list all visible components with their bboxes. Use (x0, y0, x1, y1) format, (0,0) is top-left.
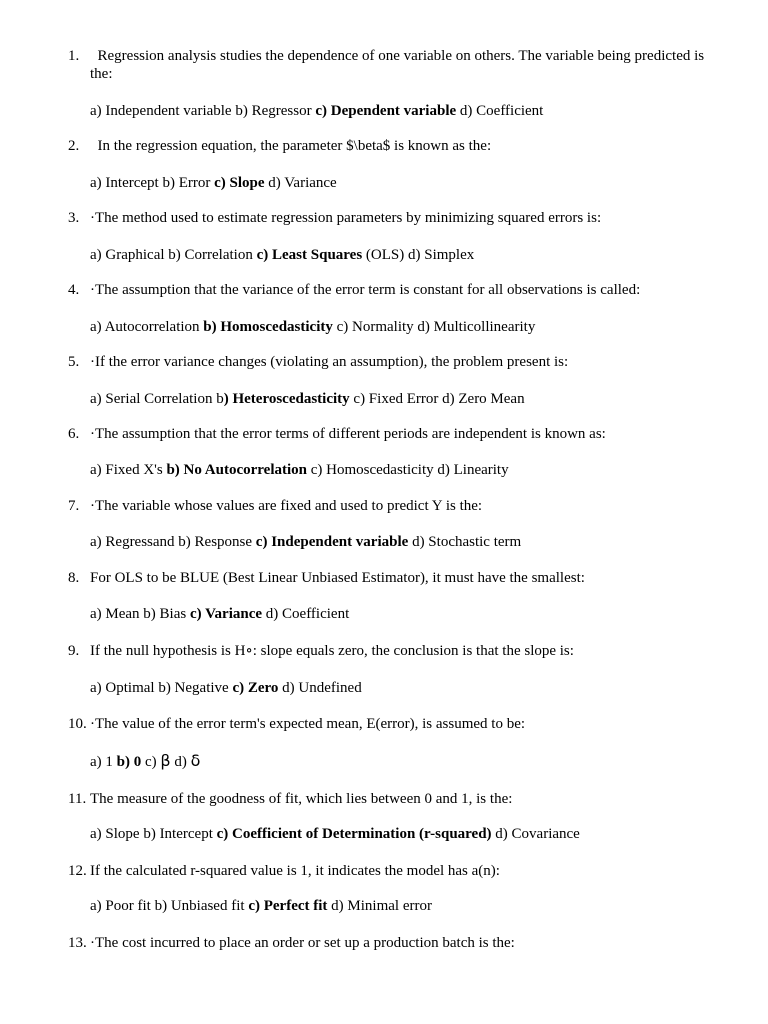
question-number: 7. (68, 498, 80, 514)
option-text: a) Autocorrelation (90, 319, 204, 335)
answer-options-6 (90, 461, 509, 479)
question-text: ·If the error variance changes (violating an assumption), the problem present is: (90, 354, 569, 370)
correct-answer: c) Variance (189, 606, 263, 622)
correct-answer: c) Independent variable (255, 534, 409, 550)
question-number: 5. (68, 354, 80, 370)
question-13 (68, 934, 713, 952)
question-text: If the calculated r-squared value is 1, it indicates the model has a(n): (90, 863, 500, 879)
correct-answer: c) Coefficient of Determination (r-squared) (216, 826, 492, 842)
option-text: c) (141, 754, 161, 770)
question-text: If the null hypothesis is H∘: slope equals zero, the conclusion is that the slope is: (90, 643, 574, 659)
option-text: d) Coefficient (262, 606, 350, 622)
question-number: 3. (68, 210, 80, 226)
question-number: 8. (68, 570, 80, 586)
answer-options-1 (90, 102, 543, 120)
option-text: a) 1 (90, 754, 117, 770)
option-text: d) Undefined (278, 680, 362, 696)
question-number: 9. (68, 643, 80, 659)
question-text: The measure of the goodness of fit, which lies between 0 and 1, is the: (90, 791, 513, 807)
question-text: ·The assumption that the variance of the error term is constant for all observations is called: (90, 282, 641, 298)
option-text: a) Independent variable b) Regressor (90, 103, 316, 119)
question-1 (68, 47, 713, 83)
question-text: For OLS to be BLUE (Best Linear Unbiased Estimator), it must have the smallest: (90, 570, 585, 586)
correct-answer: c) Slope (214, 175, 265, 191)
question-10 (68, 715, 713, 733)
question-7 (68, 497, 713, 515)
answer-options-7 (90, 533, 521, 551)
question-12 (68, 862, 713, 880)
question-text: In the regression equation, the parameter $\beta$ is known as the: (90, 138, 492, 154)
answer-options-9 (90, 679, 362, 697)
option-text: d) (170, 754, 191, 770)
answer-options-12 (90, 897, 432, 915)
option-text: a) Graphical b) Correlation (90, 247, 257, 263)
answer-options-3 (90, 246, 474, 264)
answer-options-11 (90, 825, 580, 843)
correct-answer: b) Homoscedasticity (203, 319, 333, 335)
question-4 (68, 281, 713, 299)
option-text: a) Intercept b) Error (90, 175, 215, 191)
correct-answer: c) Perfect fit (248, 898, 328, 914)
option-text: β (160, 751, 171, 770)
correct-answer: b) No Autocorrelation (166, 462, 307, 478)
question-6 (68, 425, 713, 443)
question-number: 2. (68, 138, 80, 154)
question-number: 10. (68, 716, 87, 732)
option-text: a) Poor fit b) Unbiased fit (90, 898, 249, 914)
option-text: d) Minimal error (327, 898, 432, 914)
question-number: 1. (68, 48, 80, 64)
question-number: 12. (68, 863, 87, 879)
option-text: c) Homoscedasticity d) Linearity (307, 462, 509, 478)
option-text: d) Coefficient (456, 103, 544, 119)
question-8 (68, 569, 713, 587)
answer-options-2 (90, 174, 337, 192)
correct-answer: ) Heteroscedasticity (223, 391, 350, 407)
option-text: a) Mean b) Bias (90, 606, 190, 622)
question-number: 4. (68, 282, 80, 298)
question-text: ·The cost incurred to place an order or set up a production batch is the: (90, 935, 515, 951)
question-text: Regression analysis studies the dependence of one variable on others. The variable being predicted is the: (90, 48, 708, 82)
answer-options-4 (90, 318, 535, 336)
question-5 (68, 353, 713, 371)
question-text: ·The method used to estimate regression parameters by minimizing squared errors is: (90, 210, 602, 226)
option-text: δ (190, 751, 201, 770)
answer-options-8 (90, 605, 349, 623)
question-2 (68, 137, 713, 155)
question-number: 13. (68, 935, 87, 951)
answer-options-10 (90, 752, 200, 771)
option-text: (OLS) d) Simplex (362, 247, 475, 263)
question-number: 11. (68, 791, 87, 807)
question-text: ·The assumption that the error terms of different periods are independent is known as: (90, 426, 606, 442)
question-number: 6. (68, 426, 80, 442)
correct-answer: c) Least Squares (256, 247, 363, 263)
option-text: a) Slope b) Intercept (90, 826, 217, 842)
question-11 (68, 790, 713, 808)
correct-answer: c) Zero (232, 680, 279, 696)
question-text: ·The variable whose values are fixed and used to predict Y is the: (90, 498, 483, 514)
option-text: a) Optimal b) Negative (90, 680, 233, 696)
option-text: a) Regressand b) Response (90, 534, 256, 550)
question-9 (68, 642, 713, 660)
option-text: d) Stochastic term (408, 534, 522, 550)
answer-options-5 (90, 390, 525, 408)
option-text: c) Fixed Error d) Zero Mean (349, 391, 525, 407)
option-text: d) Variance (264, 175, 337, 191)
option-text: a) Fixed X's (90, 462, 167, 478)
correct-answer: c) Dependent variable (315, 103, 457, 119)
option-text: d) Covariance (491, 826, 580, 842)
option-text: a) Serial Correlation b (90, 391, 224, 407)
correct-answer: b) 0 (116, 754, 142, 770)
question-text: ·The value of the error term's expected mean, E(error), is assumed to be: (90, 716, 526, 732)
question-3 (68, 209, 713, 227)
option-text: c) Normality d) Multicollinearity (332, 319, 536, 335)
